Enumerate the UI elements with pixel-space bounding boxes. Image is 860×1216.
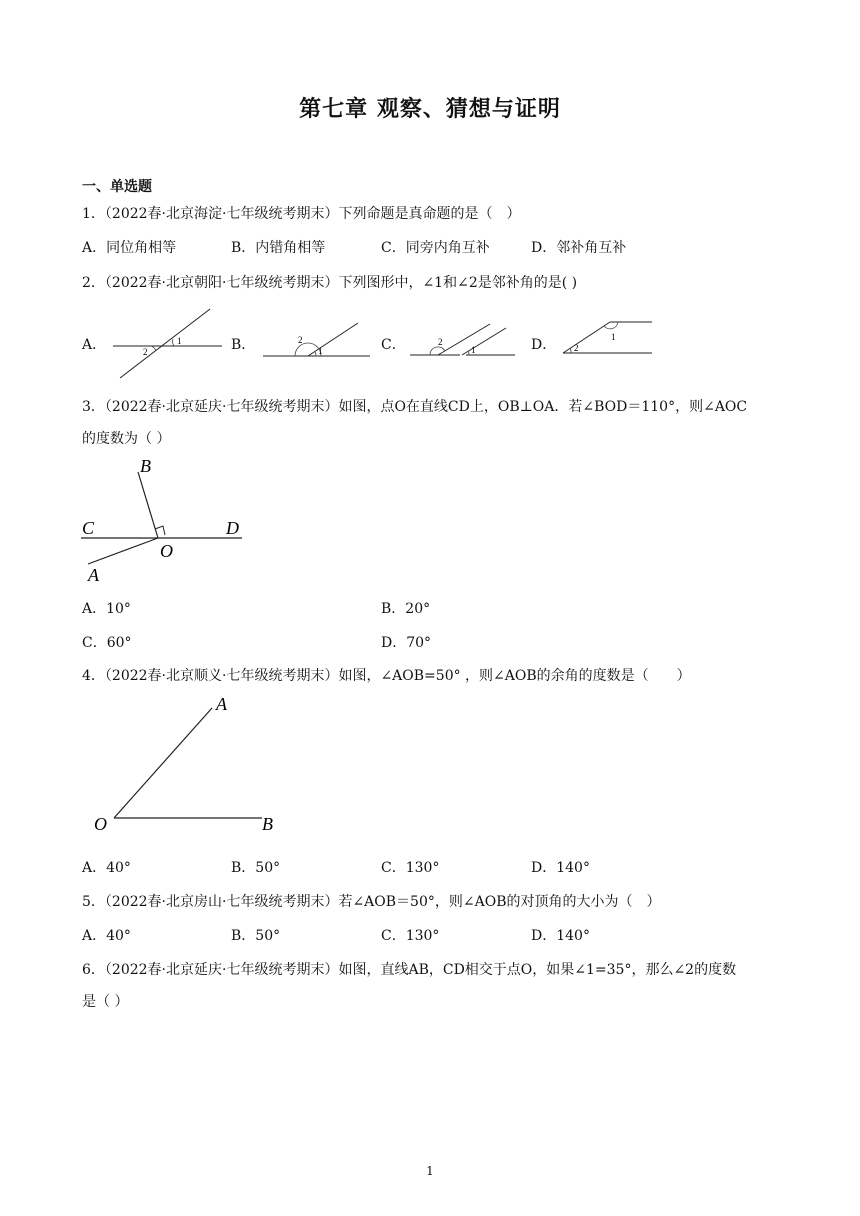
q2-number: 2． bbox=[82, 275, 105, 291]
question-1 bbox=[82, 203, 520, 223]
q2-option-a-letter: A． bbox=[82, 337, 107, 353]
question-4 bbox=[82, 665, 691, 685]
q1-number: 1． bbox=[82, 206, 105, 222]
q4-option-c: C．130° bbox=[381, 860, 440, 876]
q2-stem: 下列图形中，∠1和∠2是邻补角的是( ) bbox=[338, 275, 578, 291]
question-5 bbox=[82, 891, 660, 911]
q4-label-a: A bbox=[216, 694, 227, 714]
q5-option-c: C．130° bbox=[381, 928, 440, 944]
q2b-label-2: 2 bbox=[298, 335, 303, 345]
q2b-label-1: 1 bbox=[318, 346, 323, 356]
q3-option-b: B．20° bbox=[381, 601, 431, 617]
q6-stem-line1: 如图，直线AB，CD相交于点O，如果∠1=35°，那么∠2的度数 bbox=[338, 962, 737, 978]
q4-stem: 如图，∠AOB=50° ，则∠AOB的余角的度数是（ ） bbox=[338, 668, 691, 684]
q2c-label-2: 2 bbox=[438, 337, 443, 347]
q2-option-b-letter: B． bbox=[231, 337, 256, 353]
q3-label-o: O bbox=[160, 541, 173, 561]
q2d-label-2: 2 bbox=[574, 343, 579, 353]
q4-option-b: B．50° bbox=[231, 860, 281, 876]
q2c-label-1: 1 bbox=[471, 345, 476, 355]
page-title: 第七章 观察、猜想与证明 bbox=[299, 97, 561, 122]
q5-source: （2022春·北京房山·七年级统考期末） bbox=[104, 894, 339, 910]
q1-stem: 下列命题是真命题的是（ ） bbox=[338, 206, 521, 222]
q3-number: 3． bbox=[82, 399, 105, 415]
q3-label-a: A bbox=[88, 565, 99, 585]
q2-figure-c bbox=[408, 318, 524, 366]
q6-stem-line2: 是（ ） bbox=[82, 994, 129, 1010]
q1-option-c: C．同旁内角互补 bbox=[381, 240, 490, 256]
q4-label-o: O bbox=[94, 814, 107, 834]
q5-option-b: B．50° bbox=[231, 928, 281, 944]
q2d-label-1: 1 bbox=[611, 332, 616, 342]
q2-option-c-letter: C． bbox=[381, 337, 406, 353]
section-heading: 一、单选题 bbox=[82, 179, 152, 195]
q5-stem: 若∠AOB＝50°，则∠AOB的对顶角的大小为（ ） bbox=[338, 894, 661, 910]
q4-source: （2022春·北京顺义·七年级统考期末） bbox=[104, 668, 339, 684]
q2-option-d-letter: D． bbox=[531, 337, 557, 353]
page-number: 1 bbox=[426, 1164, 434, 1178]
q5-number: 5． bbox=[82, 894, 105, 910]
q3-label-d: D bbox=[226, 518, 239, 538]
q2a-label-2: 2 bbox=[143, 347, 148, 357]
q2-figure-d bbox=[560, 316, 656, 358]
q4-number: 4． bbox=[82, 668, 105, 684]
question-6 bbox=[82, 959, 736, 979]
q1-option-a: A．同位角相等 bbox=[82, 240, 177, 256]
q4-label-b: B bbox=[262, 814, 273, 834]
q2-source: （2022春·北京朝阳·七年级统考期末） bbox=[104, 275, 339, 291]
q2-figure-b bbox=[258, 318, 374, 366]
question-3 bbox=[82, 396, 747, 416]
q4-option-a: A．40° bbox=[82, 860, 131, 876]
q6-source: （2022春·北京延庆·七年级统考期末） bbox=[104, 962, 339, 978]
q1-option-b: B．内错角相等 bbox=[231, 240, 326, 256]
q3-option-c: C．60° bbox=[82, 635, 132, 651]
q5-option-a: A．40° bbox=[82, 928, 131, 944]
q3-figure bbox=[78, 456, 248, 588]
q1-source: （2022春·北京海淀·七年级统考期末） bbox=[104, 206, 339, 222]
question-2 bbox=[82, 272, 577, 292]
q3-source: （2022春·北京延庆·七年级统考期末） bbox=[104, 399, 339, 415]
q3-option-d: D．70° bbox=[381, 635, 432, 651]
q3-stem-line1: 如图，点O在直线CD上，OB⊥OA．若∠BOD＝110°，则∠AOC bbox=[338, 399, 748, 415]
q3-label-b: B bbox=[140, 456, 151, 476]
q3-option-a: A．10° bbox=[82, 601, 131, 617]
q5-option-d: D．140° bbox=[531, 928, 590, 944]
q3-label-c: C bbox=[82, 518, 95, 538]
q3-stem-line2: 的度数为（ ） bbox=[82, 431, 171, 447]
q4-option-d: D．140° bbox=[531, 860, 590, 876]
q1-option-d: D．邻补角互补 bbox=[531, 240, 627, 256]
q6-number: 6． bbox=[82, 962, 105, 978]
q2a-label-1: 1 bbox=[177, 336, 182, 346]
q4-figure bbox=[90, 692, 290, 837]
q2-figure-a bbox=[108, 306, 224, 382]
